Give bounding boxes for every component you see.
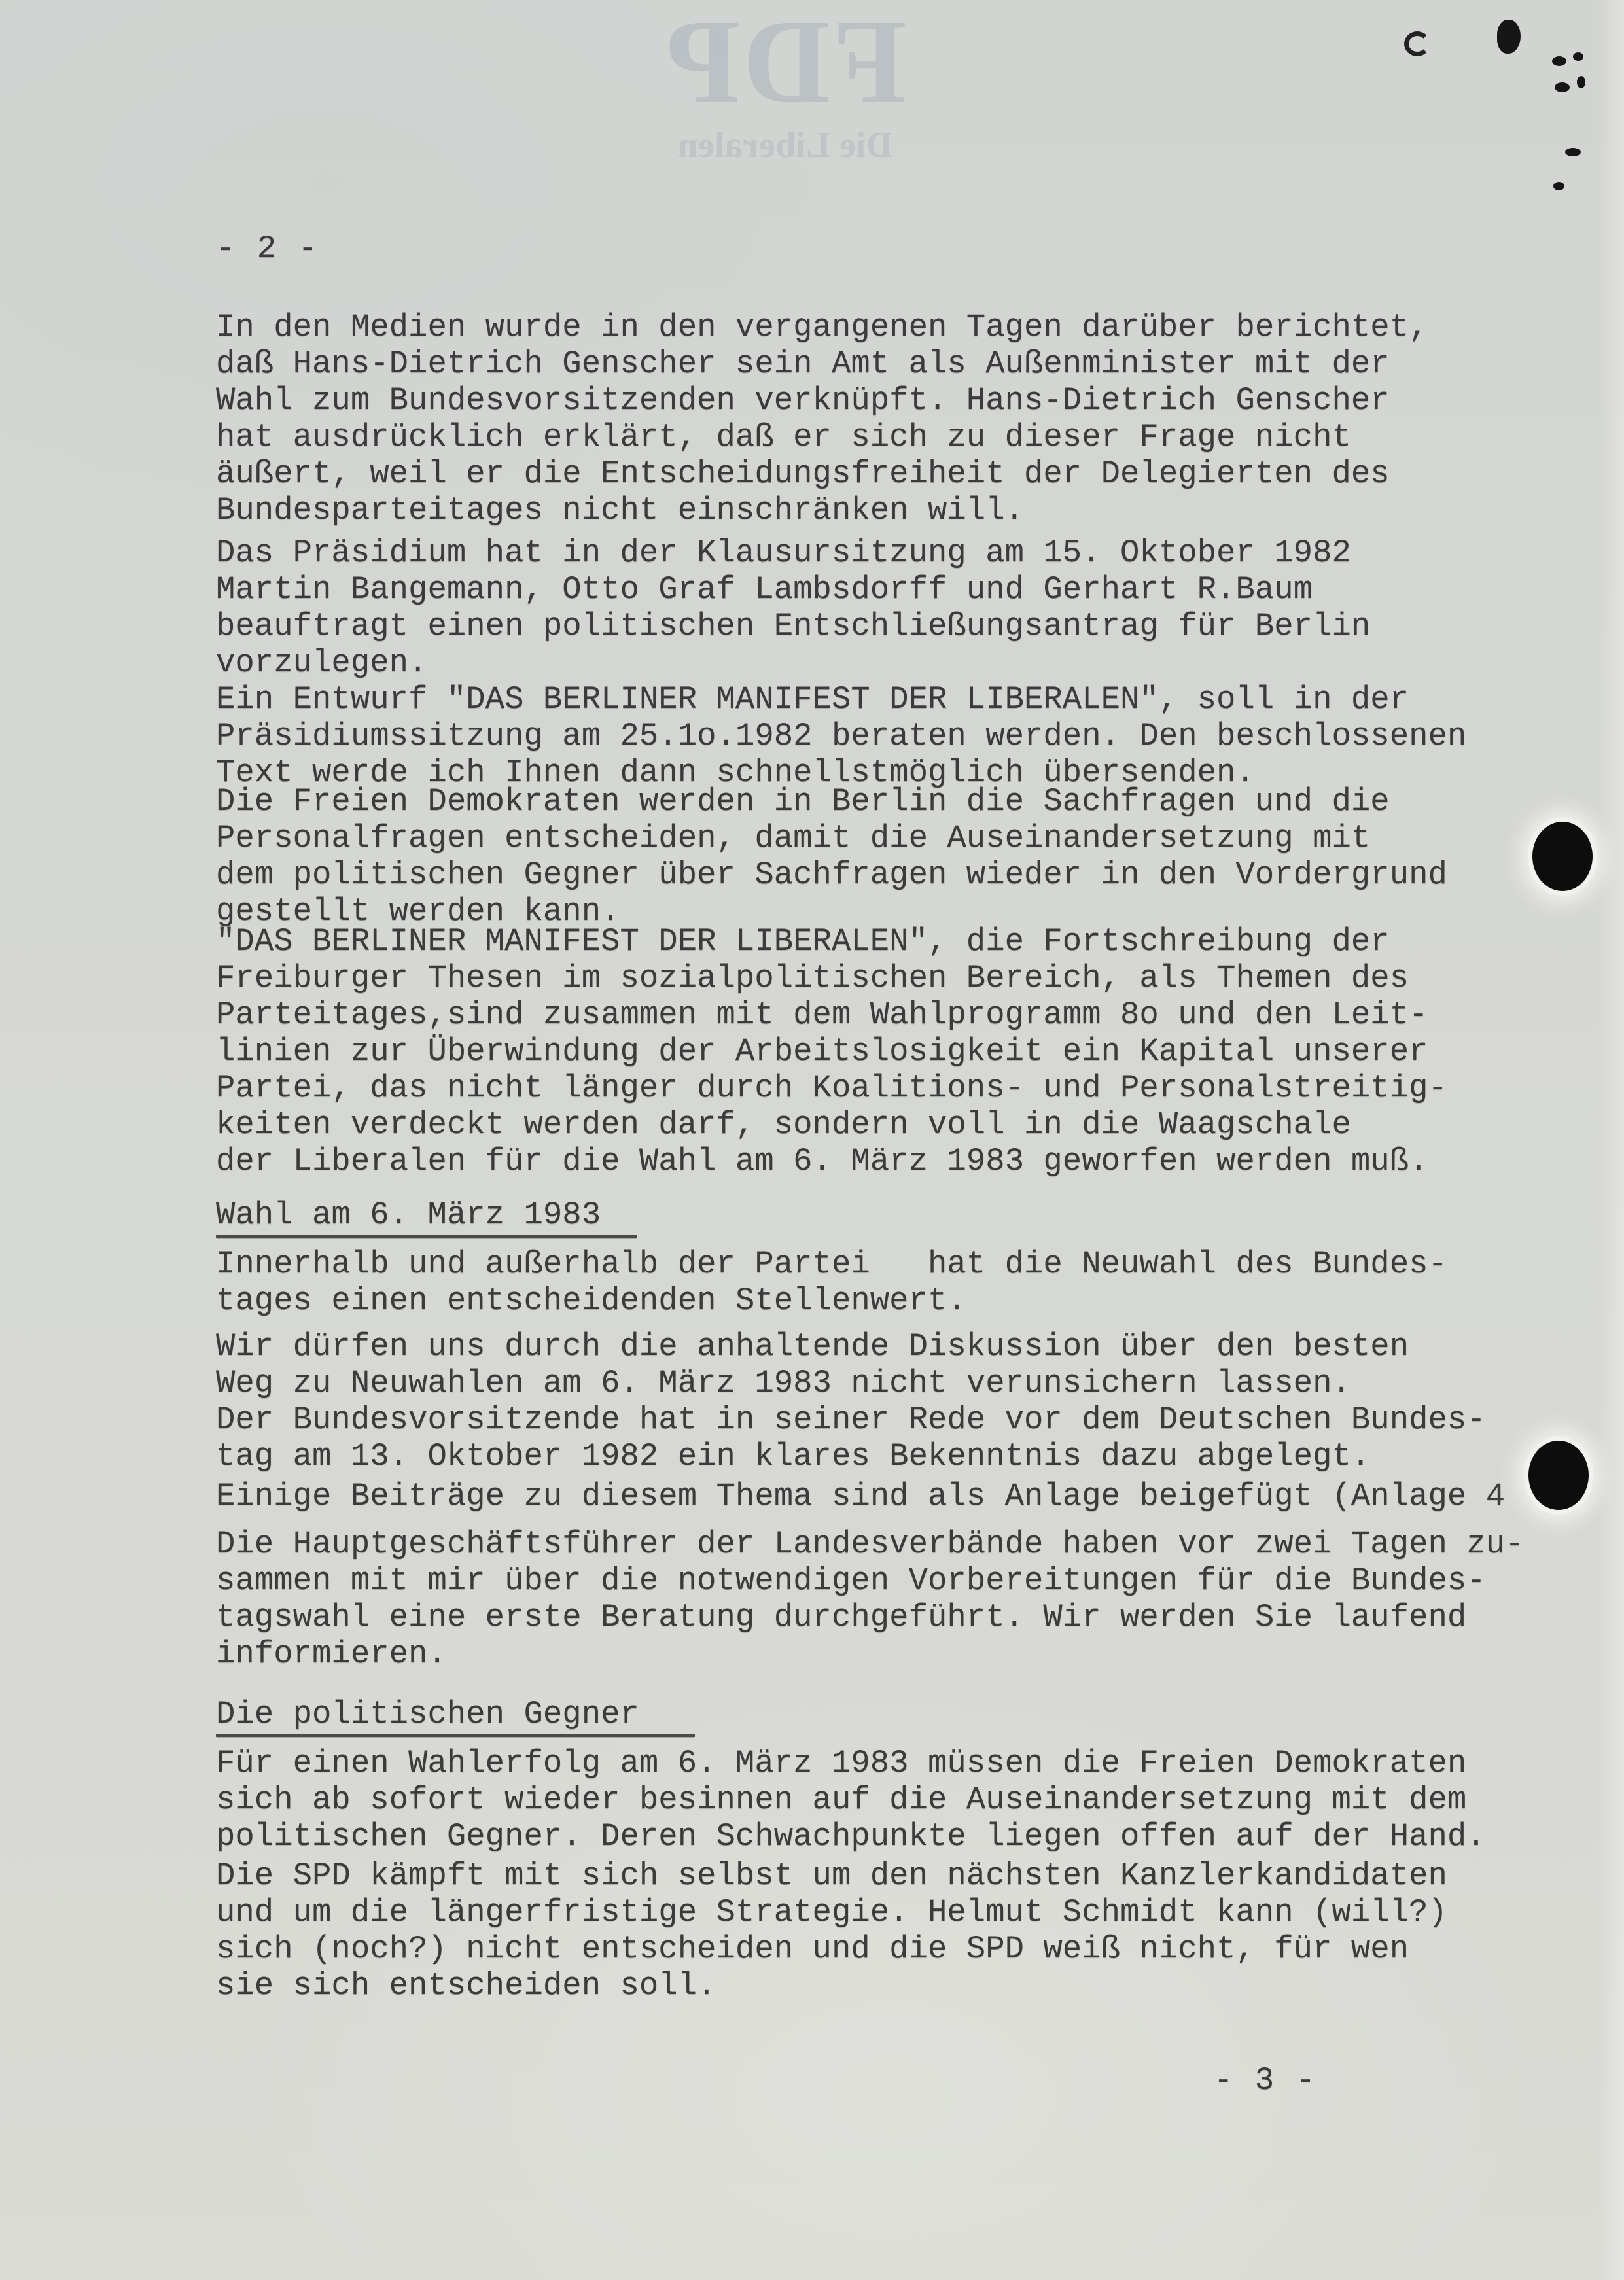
- paragraph: [216, 1745, 1486, 1855]
- text-line: Die Hauptgeschäftsführer der Landesverbände haben vor zwei Tagen zu-: [216, 1526, 1525, 1562]
- text-line: linien zur Überwindung der Arbeitslosigkeit ein Kapital unserer: [216, 1033, 1428, 1070]
- paragraph: [216, 783, 1447, 930]
- text-line: Der Bundesvorsitzende hat in seiner Rede vor dem Deutschen Bundes-: [216, 1401, 1486, 1438]
- text-line: sich ab sofort wieder besinnen auf die Auseinandersetzung mit dem: [216, 1781, 1467, 1818]
- section-heading-wahl: [216, 1197, 637, 1238]
- paragraph: [216, 535, 1466, 791]
- text-line: Innerhalb und außerhalb der Partei hat die Neuwahl des Bundes-: [216, 1246, 1447, 1282]
- page-number-bottom: - 3 -: [1214, 2062, 1317, 2099]
- text-line: informieren.: [216, 1636, 447, 1672]
- text-line: Präsidiumssitzung am 25.1o.1982 beraten werden. Den beschlossenen: [216, 718, 1467, 754]
- paragraph: [216, 1478, 1505, 1515]
- ink-speck: [1497, 20, 1521, 54]
- ink-speck: [1553, 182, 1564, 190]
- text-line: tagswahl eine erste Beratung durchgeführt. Wir werden Sie laufend: [216, 1599, 1467, 1636]
- text-line: Die SPD kämpft mit sich selbst um den nächsten Kanzlerkandidaten: [216, 1857, 1447, 1894]
- text-line: Einige Beiträge zu diesem Thema sind als Anlage beigefügt (Anlage 4: [216, 1478, 1506, 1515]
- text-line: Parteitages,sind zusammen mit dem Wahlprogramm 8o und den Leit-: [216, 996, 1428, 1033]
- paragraph: [216, 1526, 1525, 1672]
- paragraph: [216, 1328, 1486, 1475]
- text-line: daß Hans-Dietrich Genscher sein Amt als Außenminister mit der: [216, 345, 1390, 382]
- bleed-through-logo-text: FDP: [663, 0, 907, 129]
- text-line: sammen mit mir über die notwendigen Vorbereitungen für die Bundes-: [216, 1562, 1486, 1599]
- text-line: tag am 13. Oktober 1982 ein klares Bekenntnis dazu abgelegt.: [216, 1438, 1371, 1475]
- text-line: hat ausdrücklich erklärt, daß er sich zu dieser Frage nicht: [216, 419, 1351, 455]
- text-line: Ein Entwurf "DAS BERLINER MANIFEST DER LIBERALEN", soll in der: [216, 681, 1409, 718]
- text-line: politischen Gegner. Deren Schwachpunkte liegen offen auf der Hand.: [216, 1818, 1486, 1855]
- paragraph: [216, 309, 1428, 529]
- text-line: Weg zu Neuwahlen am 6. März 1983 nicht verunsichern lassen.: [216, 1365, 1351, 1401]
- section-heading-gegner: [216, 1696, 695, 1737]
- text-line: Personalfragen entscheiden, damit die Auseinandersetzung mit: [216, 820, 1371, 856]
- ink-speck: [1555, 82, 1570, 92]
- text-line: Die Freien Demokraten werden in Berlin die Sachfragen und die: [216, 783, 1390, 820]
- text-line: Freiburger Thesen im sozialpolitischen Bereich, als Themen des: [216, 960, 1409, 996]
- ink-speck: [1573, 52, 1583, 61]
- text-line: In den Medien wurde in den vergangenen Tagen darüber berichtet,: [216, 309, 1428, 345]
- text-line: tages einen entscheidenden Stellenwert.: [216, 1282, 966, 1319]
- text-line: beauftragt einen politischen Entschließungsantrag für Berlin: [216, 608, 1371, 644]
- text-line: gestellt werden kann.: [216, 893, 620, 930]
- text-line: Martin Bangemann, Otto Graf Lambsdorff und Gerhart R.Baum: [216, 571, 1313, 608]
- punch-hole: [1528, 1441, 1589, 1510]
- text-line: sich (noch?) nicht entscheiden und die SPD weiß nicht, für wen: [216, 1931, 1409, 1967]
- ink-speck: [1552, 56, 1566, 66]
- text-line: keiten verdeckt werden darf, sondern voll in die Waagschale: [216, 1106, 1351, 1143]
- text-line: und um die längerfristige Strategie. Helmut Schmidt kann (will?): [216, 1894, 1447, 1931]
- bleed-through-logo-subtitle: Die Liberalen: [677, 125, 893, 166]
- text-line: Text werde ich Ihnen dann schnellstmöglich übersenden.: [216, 754, 1255, 791]
- paragraph: [216, 923, 1447, 1180]
- text-line: sie sich entscheiden soll.: [216, 1967, 716, 2004]
- text-line: der Liberalen für die Wahl am 6. März 1983 geworfen werden muß.: [216, 1143, 1428, 1180]
- section-heading-text: Wahl am 6. März 1983: [216, 1197, 637, 1238]
- text-line: Wir dürfen uns durch die anhaltende Diskussion über den besten: [216, 1328, 1409, 1365]
- text-line: Bundesparteitages nicht einschränken will.: [216, 492, 1025, 529]
- section-heading-text: Die politischen Gegner: [216, 1696, 695, 1737]
- page-number-top: - 2 -: [216, 230, 319, 267]
- text-line: Wahl zum Bundesvorsitzenden verknüpft. Hans-Dietrich Genscher: [216, 382, 1390, 419]
- bleed-through-logo: [628, 0, 942, 165]
- text-line: Für einen Wahlerfolg am 6. März 1983 müssen die Freien Demokraten: [216, 1745, 1467, 1781]
- page-edge-sheen: [1598, 0, 1624, 2280]
- text-line: äußert, weil er die Entscheidungsfreiheit der Delegierten des: [216, 455, 1390, 492]
- punch-hole: [1532, 822, 1593, 891]
- ink-speck: [1565, 148, 1581, 156]
- ink-speck: [1577, 76, 1585, 88]
- paragraph: [216, 1857, 1447, 2004]
- text-line: Das Präsidium hat in der Klausursitzung am 15. Oktober 1982: [216, 535, 1351, 571]
- text-line: dem politischen Gegner über Sachfragen wieder in den Vordergrund: [216, 856, 1447, 893]
- text-line: Partei, das nicht länger durch Koalitions- und Personalstreitig-: [216, 1070, 1447, 1106]
- paragraph: [216, 1246, 1447, 1319]
- ink-speck: [1404, 31, 1430, 56]
- text-line: "DAS BERLINER MANIFEST DER LIBERALEN", die Fortschreibung der: [216, 923, 1390, 960]
- text-line: vorzulegen.: [216, 644, 428, 681]
